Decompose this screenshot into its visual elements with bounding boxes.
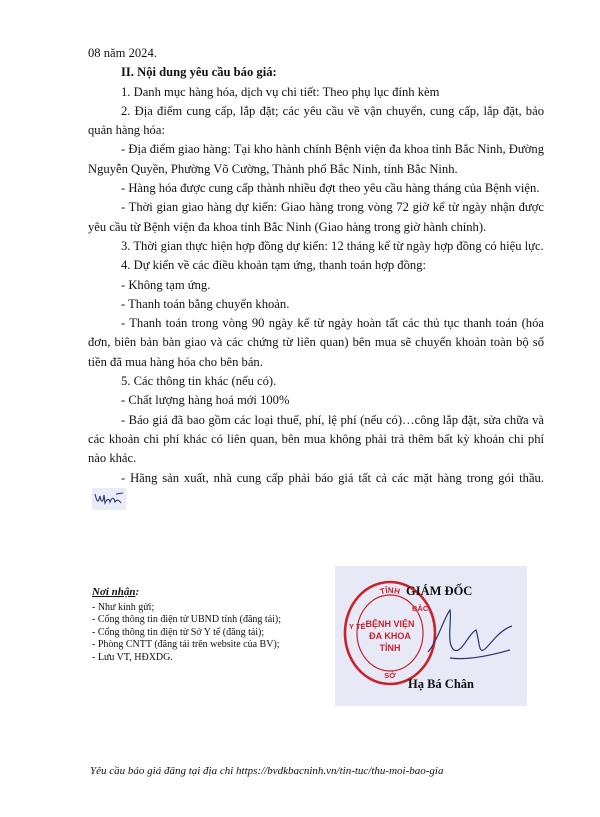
seal-left-text: Y TẾ <box>349 622 366 631</box>
footer-note: Yêu cầu báo giá đăng tại địa chỉ https://bvdkbacninh.vn/tin-tuc/thu-moi-bao-gia <box>90 765 444 777</box>
director-name: Hạ Bá Chân <box>408 677 474 691</box>
seal-line-3: TỈNH <box>379 643 401 653</box>
document-body <box>88 44 544 510</box>
recipients-title: Nơi nhận: <box>92 586 140 598</box>
handwritten-signature <box>420 600 520 672</box>
recipients-list <box>92 602 352 665</box>
recipient-item: - Cổng thông tin điện tử UBND tỉnh (đăng tải); <box>92 614 282 626</box>
paragraph-item-3: 3. Thời gian thực hiện hợp đồng dự kiến: 12 tháng kể từ ngày hợp đồng có hiệu lực. <box>121 238 544 253</box>
paragraph-item-2: 2. Địa điểm cung cấp, lắp đặt; các yêu cầu về vận chuyển, cung cấp, lắp đặt, bảo quản hàng hóa: <box>88 103 544 138</box>
recipient-item: - Lưu VT, HĐXDG. <box>92 651 173 663</box>
recipients-block <box>92 586 352 665</box>
continuation-line: 08 năm 2024. <box>88 46 157 60</box>
quality-note: - Chất lượng hàng hoá mới 100% <box>121 393 290 408</box>
seal-bottom-text: SỞ <box>384 671 396 680</box>
seal-line-2: ĐA KHOA <box>369 631 411 641</box>
seal-top-text: TỈNH <box>379 585 401 597</box>
svg-text:TỈNH <box>379 586 401 596</box>
recipient-item: - Cổng thông tin điện tử Sở Y tế (đăng tải); <box>92 626 265 638</box>
manufacturer-note-text: - Hãng sản xuất, nhà cung cấp phải báo giá tất cả các mặt hàng trong gói thầu. <box>121 470 544 485</box>
recipient-item: - Như kính gửi; <box>92 601 155 613</box>
delivery-location: - Địa điểm giao hàng: Tại kho hành chính Bệnh viện đa khoa tỉnh Bắc Ninh, Đường Nguyễn Quyền, Phường Võ Cường, Thành phố Bắc Ninh, tỉnh Bắc Ninh. <box>88 142 544 176</box>
paragraph-item-5: 5. Các thông tin khác (nếu có). <box>121 374 277 389</box>
no-advance: - Không tạm ứng. <box>121 277 211 292</box>
delivery-batches: - Hàng hóa được cung cấp thành nhiều đợt theo yêu cầu hàng tháng của Bệnh viện. <box>121 181 540 196</box>
recipient-item: - Phòng CNTT (đăng tải trên website của BV); <box>92 639 280 651</box>
paragraph-item-4: 4. Dự kiến về các điều khoản tạm ứng, thanh toán hợp đồng: <box>121 258 426 273</box>
seal-right-text: BẮC <box>412 604 429 613</box>
seal-line-1: BỆNH VIỆN <box>365 619 415 629</box>
payment-terms: - Thanh toán trong vòng 90 ngày kể từ ngày hoàn tất các thủ tục thanh toán (hóa đơn, biên bản bàn giao và các chứng từ liên quan) bên mua sẽ chuyển khoản toàn bộ số tiền đã mua hàng hóa cho bên bán. <box>88 316 544 369</box>
section-heading: II. Nội dung yêu cầu báo giá: <box>121 65 277 80</box>
price-inclusion-note: - Báo giá đã bao gồm các loại thuế, phí, lệ phí (nếu có)…công lắp đặt, sửa chữa và các khoản chi phí khác có liên quan, bên mua không phải trả thêm bất kỳ khoản chi phí nào khác. <box>88 412 544 466</box>
bank-transfer: - Thanh toán bằng chuyển khoản. <box>121 296 290 311</box>
manufacturer-note <box>88 469 544 510</box>
director-title: GIÁM ĐỐC <box>406 584 473 598</box>
delivery-time: - Thời gian giao hàng dự kiến: Giao hàng trong vòng 72 giờ kể từ ngày nhận được yêu cầu từ Bệnh viện đa khoa tỉnh Bắc Ninh (Giao hàng trong giờ hành chính). <box>88 200 544 234</box>
paragraph-item-1: 1. Danh mục hàng hóa, dịch vụ chi tiết: Theo phụ lục đính kèm <box>121 84 440 99</box>
initials-signature <box>92 488 126 510</box>
